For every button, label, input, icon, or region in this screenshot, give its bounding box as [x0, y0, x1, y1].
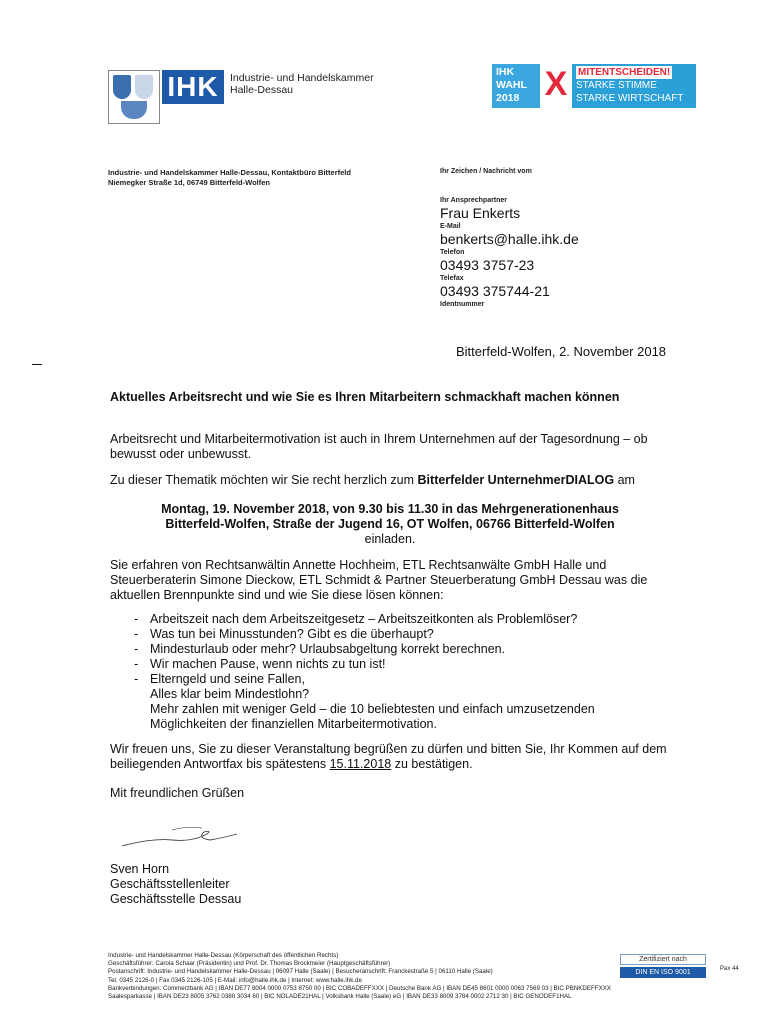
fax-label: Telefax [440, 275, 464, 282]
list-item-continuation: Alles klar beim Mindestlohn? [150, 687, 310, 701]
paragraph-invitation: Zu dieser Thematik möchten wir Sie recht herzlich zum Bitterfelder UnternehmerDIALOG am [110, 473, 635, 487]
signer-block [110, 862, 241, 907]
ihk-logo [108, 66, 374, 126]
paragraph-speakers: Sie erfahren von Rechtsanwältin Annette Hochheim, ETL Rechtsanwälte GmbH Halle und Steuerberaterin Simone Dieckow, ETL Schmidt & Partner Steuerberatung GmbH Dessau was die aktuellen Brennpunkte sind und wie Sie diese lösen können: [110, 558, 648, 602]
certification-badge: Zertifiziert nach DIN EN ISO 9001 [620, 954, 706, 978]
list-item: - Was tun bei Minusstunden? Gibt es die überhaupt? [134, 627, 434, 641]
signer-unit: Geschäftsstelle Dessau [110, 892, 242, 906]
ihk-badge: IHK [162, 70, 224, 104]
contact-email: benkerts@halle.ihk.de [440, 231, 579, 247]
letter-subject: Aktuelles Arbeitsrecht und wie Sie es Ihren Mitarbeitern schmackhaft machen können [110, 390, 620, 404]
event-details: Montag, 19. November 2018, von 9.30 bis 11.30 in das Mehrgenerationenhaus Bitterfeld-Wolfen, Straße der Jugend 16, OT Wolfen, 06766 Bitterfeld-Wolfen einladen. [161, 502, 619, 546]
list-item: - Wir machen Pause, wenn nichts zu tun ist! [134, 657, 386, 671]
sender-address: Industrie- und Handelskammer Halle-Dessau, Kontaktbüro Bitterfeld Niemegker Straße 1d, 06749 Bitterfeld-Wolfen [108, 168, 351, 187]
paragraph-closing: Wir freuen uns, Sie zu dieser Veranstaltung begrüßen zu dürfen und bitten Sie, Ihr Kommen auf dem beiliegenden Antwortfax bis spätestens 15.11.2018 zu bestätigen. [110, 742, 667, 771]
list-item: - Elterngeld und seine Fallen, [134, 672, 305, 686]
id-number-label: Identnummer [440, 301, 485, 308]
contact-block [440, 196, 720, 309]
paragraph-intro: Arbeitsrecht und Mitarbeitermotivation ist auch in Ihrem Unternehmen auf der Tagesordnung – ob bewusst oder unbewusst. [110, 432, 648, 461]
signer-name: Sven Horn [110, 862, 170, 876]
contact-person-label: Ihr Ansprechpartner [440, 197, 508, 204]
signature-icon [112, 816, 252, 856]
wahl-label: IHK WAHL 2018 [492, 64, 540, 108]
greeting: Mit freundlichen Grüßen [110, 786, 245, 800]
letter-footer: Industrie- und Handelskammer Halle-Dessau (Körperschaft des öffentlichen Rechts) Geschäftsführer: Carola Schaar (Präsidentin) und Prof. Dr. Thomas Brockmeier (Hauptgeschäftsführer) Postanschrift: Industrie- und Handelskammer Halle-Dessau | 06097 Halle (Saale) | Besucheranschrift: Franckestraße 5 | 06110 Halle (Saale) Tel. 0345 2126-0 | Fax 0345 2126-105 | E-Mail: info@halle.ihk.de | Internet: www.halle.ihk.de Bankverbindungen: Commerzbank AG | IBAN DE77 8004 0000 0753 8750 00 | BIC COBADEFFXXX | Deutsche Bank AG | IBAN DE45 8601 0000 0063 7569 03 | BIC PBNKDEFFXXX Saalesparkasse | IBAN DE23 8005 3762 0380 3034 60 | BIC NOLADE21HAL | Volksbank Halle (Saale) eG | IBAN DE33 8009 3784 0002 2712 30 | BIC GENODEF1HAL [108, 952, 611, 1001]
contact-phone: 03493 3757-23 [440, 257, 535, 273]
ballot-cross-icon: X [544, 65, 568, 103]
contact-fax: 03493 375744-21 [440, 283, 550, 299]
list-item-continuation: Mehr zahlen mit weniger Geld – die 10 beliebtesten und einfach umzusetzenden Möglichkeiten der finanziellen Mitarbeitermotivation. [150, 702, 595, 731]
ihk-wahl-banner [492, 64, 702, 108]
page-note: Pax 44 [720, 966, 739, 972]
fold-mark [32, 364, 42, 365]
signer-title: Geschäftsstellenleiter [110, 877, 230, 891]
email-label: E-Mail [440, 223, 461, 230]
topics-list [110, 612, 670, 732]
reference-label: Ihr Zeichen / Nachricht vom [440, 168, 532, 175]
contact-person: Frau Enkerts [440, 205, 521, 221]
list-item: - Mindesturlaub oder mehr? Urlaubsabgeltung korrekt berechnen. [134, 642, 506, 656]
wahl-slogan: MITENTSCHEIDEN! STARKE STIMME STARKE WIRTSCHAFT [572, 64, 696, 108]
letter-date: Bitterfeld-Wolfen, 2. November 2018 [456, 344, 667, 359]
coat-of-arms-icon [108, 70, 160, 124]
list-item: - Arbeitszeit nach dem Arbeitszeitgesetz – Arbeitszeitkonten als Problemlöser? [134, 612, 578, 626]
organization-name: Industrie- und Handelskammer Halle-Dessau [230, 72, 374, 96]
phone-label: Telefon [440, 249, 465, 256]
